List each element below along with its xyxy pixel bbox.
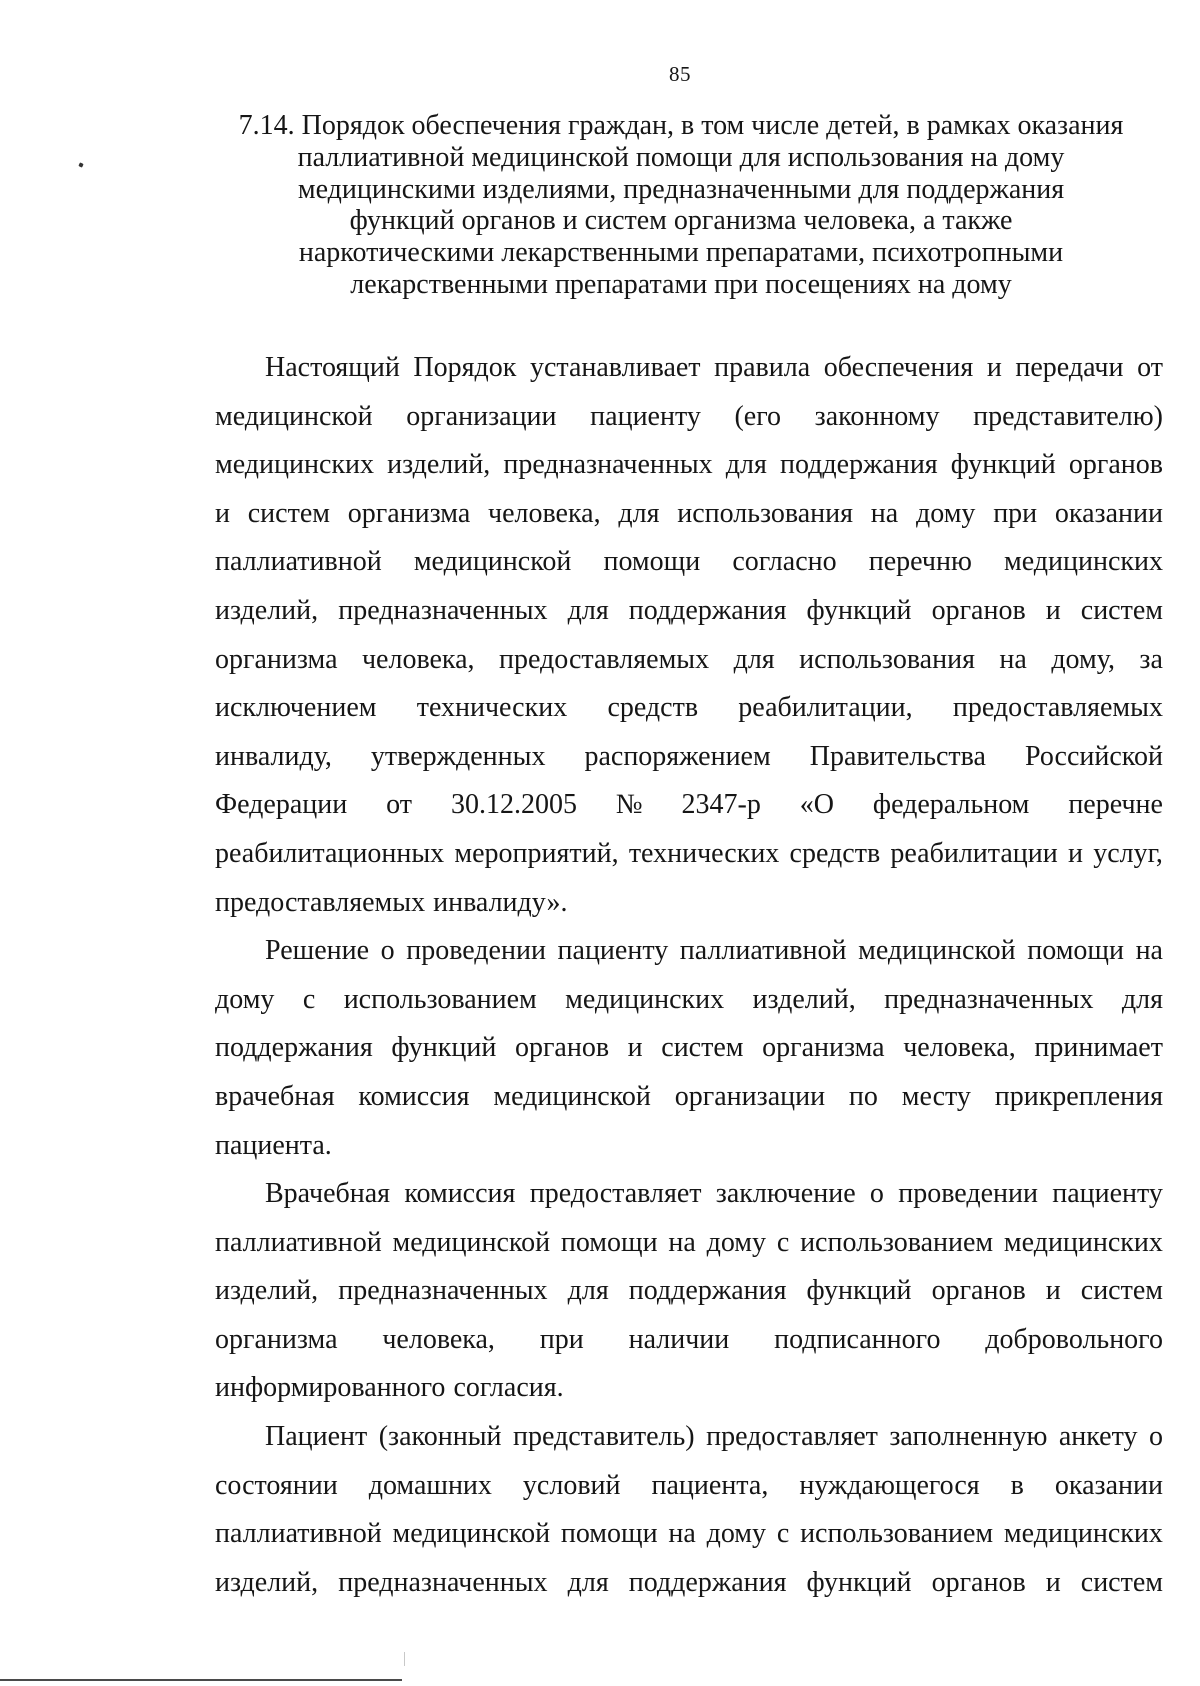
paragraph-line: предоставляемых инвалиду». <box>215 886 568 918</box>
heading-line: 7.14. Порядок обеспечения граждан, в том числе детей, в рамках оказания <box>238 110 1124 141</box>
paragraph-line: Настоящий Порядок устанавливает правила обеспечения и передачи от <box>265 352 1163 383</box>
paragraph-line: паллиативной медицинской помощи согласно перечню медицинских <box>215 546 1163 578</box>
paragraph-line: и систем организма человека, для использования на дому при оказании <box>215 497 1163 529</box>
paragraph-line: исключением технических средств реабилитации, предоставляемых <box>215 692 1163 724</box>
paragraph-line: паллиативной медицинской помощи на дому с использованием медицинских <box>215 1518 1163 1550</box>
paragraph-line: реабилитационных мероприятий, технических средств реабилитации и услуг, <box>215 837 1163 869</box>
paragraph-line: поддержания функций органов и систем организма человека, принимает <box>215 1032 1163 1064</box>
paragraph-line: медицинской организации пациенту (его законному представителю) <box>215 400 1163 432</box>
section-heading <box>230 110 1132 301</box>
page-number: 85 <box>669 62 691 86</box>
paragraph-line: Пациент (законный представитель) предоставляет заполненную анкету о <box>265 1421 1163 1453</box>
paragraph-line: Врачебная комиссия предоставляет заключение о проведении пациенту <box>265 1178 1163 1210</box>
heading-line: лекарственными препаратами при посещениях на дому <box>350 268 1012 300</box>
heading-line: медицинскими изделиями, предназначенными для поддержания <box>297 173 1065 205</box>
paragraph <box>0 1170 1200 1413</box>
paragraph-line: пациента. <box>215 1129 332 1161</box>
paragraph-line: информированного согласия. <box>215 1372 564 1404</box>
paragraph-line: врачебная комиссия медицинской организации по месту прикрепления <box>215 1080 1163 1112</box>
heading-line: функций органов и систем организма человека, а также <box>349 205 1013 237</box>
paragraph-line: изделий, предназначенных для поддержания функций органов и систем <box>215 1566 1163 1598</box>
paragraph <box>0 927 1200 1170</box>
footnote-rule <box>0 1679 402 1681</box>
paragraph <box>0 1413 1200 1607</box>
paragraph-line: дому с использованием медицинских изделий, предназначенных для <box>215 983 1163 1015</box>
paragraph-line: паллиативной медицинской помощи на дому с использованием медицинских <box>215 1226 1163 1258</box>
paragraph-line: организма человека, предоставляемых для использования на дому, за <box>215 643 1163 675</box>
paragraph-line: организма человека, при наличии подписанного добровольного <box>215 1323 1163 1355</box>
paragraph-line: Федерации от 30.12.2005 № 2347-р «О федеральном перечне <box>215 789 1163 821</box>
heading-line: наркотическими лекарственными препаратами, психотропными <box>298 237 1064 269</box>
paragraph-line: медицинских изделий, предназначенных для поддержания функций органов <box>215 449 1163 481</box>
paragraph-line: Решение о проведении пациенту паллиативной медицинской помощи на <box>265 935 1163 967</box>
scan-speck <box>78 162 83 167</box>
document-body <box>0 344 1200 1607</box>
paragraph-line: состоянии домашних условий пациента, нуждающегося в оказании <box>215 1469 1163 1501</box>
paragraph-line: изделий, предназначенных для поддержания функций органов и систем <box>215 594 1163 626</box>
heading-line: паллиативной медицинской помощи для использования на дому <box>297 141 1065 173</box>
paragraph <box>0 344 1200 927</box>
paragraph-line: инвалиду, утвержденных распоряжением Правительства Российской <box>215 740 1163 772</box>
scan-mark <box>404 1652 405 1666</box>
paragraph-line: изделий, предназначенных для поддержания функций органов и систем <box>215 1275 1163 1307</box>
